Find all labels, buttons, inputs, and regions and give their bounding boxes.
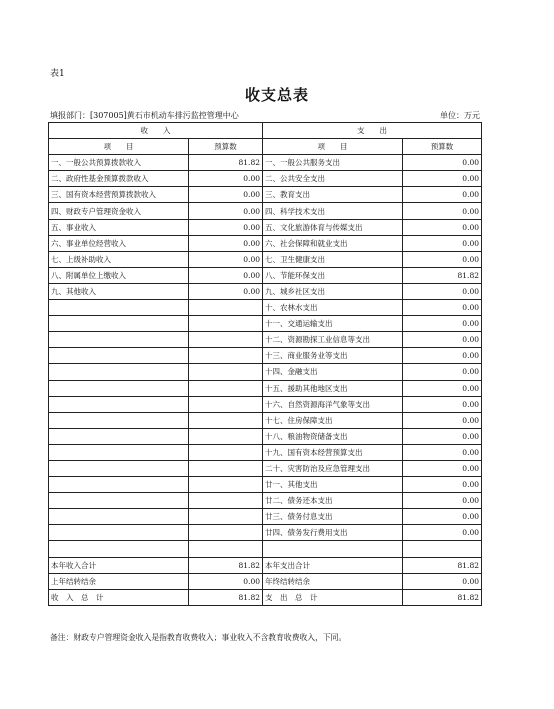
expense-amount-cell: 0.00 — [403, 444, 482, 460]
income-item-cell: 五、事业收入 — [49, 219, 189, 235]
income-amount-cell — [189, 332, 263, 348]
expense-item-cell: 年终结转结余 — [263, 573, 403, 589]
expense-header: 支 出 — [263, 123, 482, 139]
expense-amount-cell: 0.00 — [403, 348, 482, 364]
expense-amount-cell: 0.00 — [403, 316, 482, 332]
expense-amount-cell: 0.00 — [403, 155, 482, 171]
expense-item-cell: 廿三、债务付息支出 — [263, 509, 403, 525]
table-row — [49, 444, 482, 460]
income-item-cell: 七、上级补助收入 — [49, 251, 189, 267]
income-amount-cell — [189, 477, 263, 493]
expense-amount-header: 预算数 — [403, 139, 482, 155]
table-row — [49, 460, 482, 476]
expense-amount-cell: 0.00 — [403, 573, 482, 589]
table-row — [49, 557, 482, 573]
expense-item-cell: 六、社会保障和就业支出 — [263, 235, 403, 251]
table-row — [49, 541, 482, 557]
income-item-cell — [49, 348, 189, 364]
table-row — [49, 235, 482, 251]
table-row — [49, 509, 482, 525]
income-amount-cell: 0.00 — [189, 251, 263, 267]
table-number: 表1 — [50, 69, 65, 79]
income-item-cell: 四、财政专户管理资金收入 — [49, 203, 189, 219]
expense-item-cell: 九、城乡社区支出 — [263, 283, 403, 299]
income-amount-cell — [189, 396, 263, 412]
income-item-cell — [49, 541, 189, 557]
expense-amount-cell — [403, 541, 482, 557]
income-item-cell: 九、其他收入 — [49, 283, 189, 299]
expense-amount-cell: 0.00 — [403, 509, 482, 525]
income-amount-cell — [189, 460, 263, 476]
income-item-cell: 上年结转结余 — [49, 573, 189, 589]
expense-item-cell: 十五、援助其他地区支出 — [263, 380, 403, 396]
income-amount-cell: 0.00 — [189, 219, 263, 235]
expense-amount-cell: 0.00 — [403, 493, 482, 509]
expense-amount-cell: 0.00 — [403, 332, 482, 348]
expense-item-cell: 三、教育支出 — [263, 187, 403, 203]
expense-amount-cell: 0.00 — [403, 235, 482, 251]
table-row — [49, 364, 482, 380]
income-item-cell — [49, 525, 189, 541]
income-item-cell — [49, 428, 189, 444]
expense-item-cell: 十三、商业服务业等支出 — [263, 348, 403, 364]
table-row — [49, 171, 482, 187]
expense-item-cell: 一、一般公共服务支出 — [263, 155, 403, 171]
unit-label: 单位：万元 — [440, 111, 480, 120]
table-row — [49, 332, 482, 348]
table-row — [49, 251, 482, 267]
expense-amount-cell: 81.82 — [403, 557, 482, 573]
expense-item-cell: 十八、粮油物资储备支出 — [263, 428, 403, 444]
expense-item-cell — [263, 541, 403, 557]
table-row — [49, 477, 482, 493]
expense-item-cell: 本年支出合计 — [263, 557, 403, 573]
income-item-cell — [49, 316, 189, 332]
income-amount-cell: 0.00 — [189, 573, 263, 589]
expense-item-cell: 八、节能环保支出 — [263, 267, 403, 283]
expense-amount-cell: 0.00 — [403, 219, 482, 235]
table-group-header-row — [49, 123, 482, 139]
income-item-cell: 一、一般公共预算拨款收入 — [49, 155, 189, 171]
income-amount-cell — [189, 364, 263, 380]
expense-amount-cell: 0.00 — [403, 460, 482, 476]
table-row — [49, 316, 482, 332]
table-row — [49, 573, 482, 589]
income-amount-cell: 0.00 — [189, 283, 263, 299]
table-row — [49, 300, 482, 316]
income-item-cell — [49, 460, 189, 476]
table-row — [49, 428, 482, 444]
expense-item-cell: 十六、自然资源海洋气象等支出 — [263, 396, 403, 412]
table-row — [49, 348, 482, 364]
table-row — [49, 203, 482, 219]
table-row — [49, 267, 482, 283]
income-amount-cell — [189, 541, 263, 557]
expense-item-cell: 十九、国有资本经营预算支出 — [263, 444, 403, 460]
expense-amount-cell: 0.00 — [403, 412, 482, 428]
income-item-cell: 三、国有资本经营预算拨款收入 — [49, 187, 189, 203]
income-item-cell — [49, 396, 189, 412]
expense-amount-cell: 0.00 — [403, 300, 482, 316]
table-body — [49, 155, 482, 606]
table-row — [49, 493, 482, 509]
income-amount-cell — [189, 428, 263, 444]
expense-item-cell: 廿二、债务还本支出 — [263, 493, 403, 509]
table-row — [49, 219, 482, 235]
expense-item-cell: 支 出 总 计 — [263, 589, 403, 605]
income-amount-cell — [189, 444, 263, 460]
income-item-cell: 本年收入合计 — [49, 557, 189, 573]
income-amount-cell: 0.00 — [189, 171, 263, 187]
income-item-cell — [49, 332, 189, 348]
expense-item-cell: 四、科学技术支出 — [263, 203, 403, 219]
expense-amount-cell: 81.82 — [403, 589, 482, 605]
income-amount-cell: 81.82 — [189, 589, 263, 605]
income-item-cell — [49, 509, 189, 525]
income-header: 收 入 — [49, 123, 263, 139]
table-row — [49, 187, 482, 203]
table-row — [49, 380, 482, 396]
expense-item-cell: 七、卫生健康支出 — [263, 251, 403, 267]
table-row — [49, 396, 482, 412]
expense-item-cell: 十四、金融支出 — [263, 364, 403, 380]
table-row — [49, 155, 482, 171]
income-amount-cell — [189, 493, 263, 509]
expense-amount-cell: 0.00 — [403, 380, 482, 396]
expense-item-cell: 廿一、其他支出 — [263, 477, 403, 493]
income-item-cell — [49, 300, 189, 316]
expense-item-cell: 二、公共安全支出 — [263, 171, 403, 187]
income-amount-header: 预算数 — [189, 139, 263, 155]
income-amount-cell — [189, 348, 263, 364]
income-amount-cell: 0.00 — [189, 203, 263, 219]
page-title: 收支总表 — [244, 86, 309, 104]
table-row — [49, 525, 482, 541]
expense-item-cell: 十、农林水支出 — [263, 300, 403, 316]
expense-item-cell: 廿四、债务发行费用支出 — [263, 525, 403, 541]
income-item-header: 项 目 — [49, 139, 189, 155]
income-amount-cell — [189, 300, 263, 316]
income-item-cell: 二、政府性基金预算拨款收入 — [49, 171, 189, 187]
income-amount-cell — [189, 380, 263, 396]
budget-table — [48, 122, 482, 606]
income-amount-cell — [189, 525, 263, 541]
table-row — [49, 412, 482, 428]
income-item-cell — [49, 412, 189, 428]
expense-amount-cell: 0.00 — [403, 283, 482, 299]
expense-item-header: 项 目 — [263, 139, 403, 155]
income-item-cell: 六、事业单位经营收入 — [49, 235, 189, 251]
expense-item-cell: 二十、灾害防治及应急管理支出 — [263, 460, 403, 476]
expense-amount-cell: 0.00 — [403, 364, 482, 380]
expense-item-cell: 十七、住房保障支出 — [263, 412, 403, 428]
expense-amount-cell: 0.00 — [403, 396, 482, 412]
income-item-cell: 收 入 总 计 — [49, 589, 189, 605]
department-label: 填报部门：[307005]黄石市机动车排污监控管理中心 — [50, 111, 239, 120]
expense-amount-cell: 0.00 — [403, 428, 482, 444]
income-amount-cell — [189, 509, 263, 525]
income-item-cell — [49, 444, 189, 460]
income-amount-cell — [189, 412, 263, 428]
expense-item-cell: 十一、交通运输支出 — [263, 316, 403, 332]
expense-amount-cell: 0.00 — [403, 187, 482, 203]
expense-amount-cell: 0.00 — [403, 525, 482, 541]
income-item-cell — [49, 493, 189, 509]
income-amount-cell: 0.00 — [189, 187, 263, 203]
expense-amount-cell: 0.00 — [403, 477, 482, 493]
expense-amount-cell: 0.00 — [403, 203, 482, 219]
table-column-header-row — [49, 139, 482, 155]
income-item-cell — [49, 364, 189, 380]
footnote: 备注：财政专户管理资金收入是指教育收费收入；事业收入不含教育收费收入，下同。 — [50, 633, 347, 642]
expense-amount-cell: 0.00 — [403, 251, 482, 267]
income-amount-cell — [189, 316, 263, 332]
table-row — [49, 283, 482, 299]
income-item-cell — [49, 477, 189, 493]
table-row — [49, 589, 482, 605]
income-amount-cell: 81.82 — [189, 155, 263, 171]
income-item-cell: 八、附属单位上缴收入 — [49, 267, 189, 283]
expense-amount-cell: 81.82 — [403, 267, 482, 283]
income-item-cell — [49, 380, 189, 396]
income-amount-cell: 0.00 — [189, 267, 263, 283]
expense-item-cell: 十二、资源勘探工业信息等支出 — [263, 332, 403, 348]
income-amount-cell: 81.82 — [189, 557, 263, 573]
income-amount-cell: 0.00 — [189, 235, 263, 251]
expense-item-cell: 五、文化旅游体育与传媒支出 — [263, 219, 403, 235]
expense-amount-cell: 0.00 — [403, 171, 482, 187]
